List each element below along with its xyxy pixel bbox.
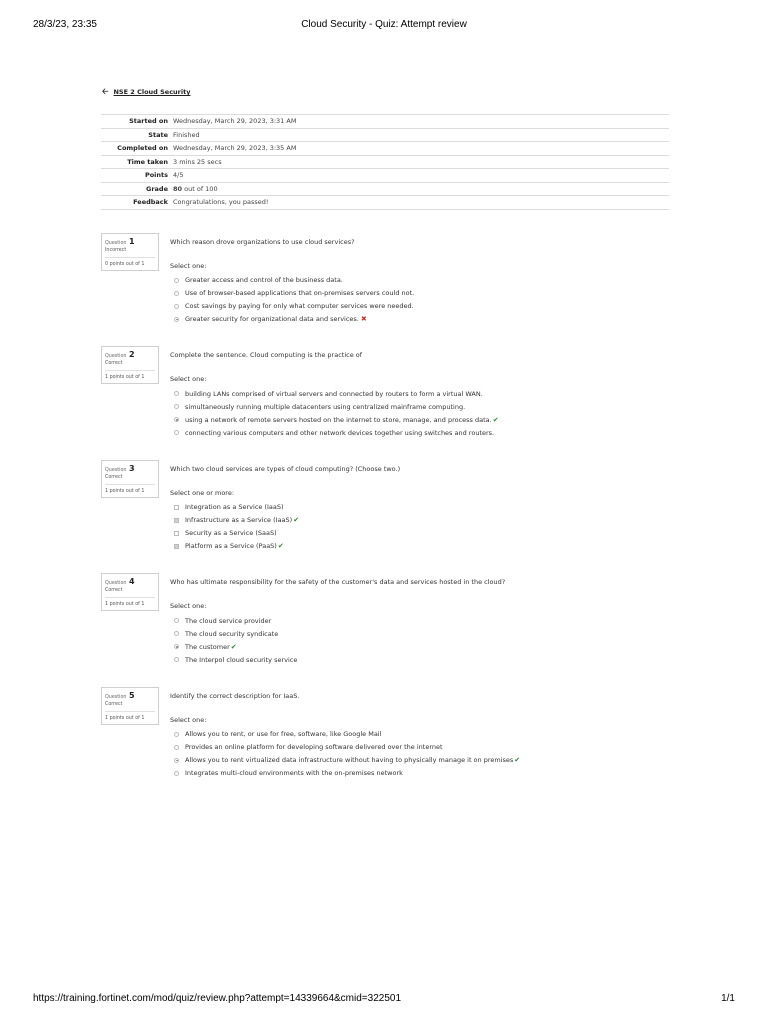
question-prompt: Select one: — [170, 715, 207, 724]
cross-icon: ✖ — [360, 315, 367, 323]
option-label: Platform as a Service (PaaS) — [185, 542, 277, 550]
option-label: Cost savings by paying for only what computer services were needed. — [185, 302, 414, 310]
grade-value: 80 — [173, 184, 183, 193]
question-text: Which reason drove organizations to use cloud services? — [170, 237, 355, 246]
check-icon: ✔ — [293, 516, 300, 524]
print-page-count: 1/1 — [721, 993, 735, 1004]
print-header — [33, 19, 735, 33]
summary-row — [101, 128, 669, 142]
option-label: The customer — [185, 642, 230, 651]
summary-label: Feedback — [133, 198, 168, 207]
back-link-label: NSE 2 Cloud Security — [113, 88, 191, 96]
summary-label: Started on — [129, 117, 168, 126]
answer-option[interactable] — [174, 640, 670, 653]
option-label: Greater access and control of the business data. — [185, 276, 343, 284]
radio-button[interactable] — [174, 404, 179, 409]
question-number-value: 3 — [129, 463, 135, 473]
option-label: Integrates multi-cloud environments with the on-premises network — [185, 769, 403, 777]
summary-label: Points — [144, 171, 168, 180]
question-text: Who has ultimate responsibility for the safety of the customer's data and services hosted in the cloud? — [170, 578, 506, 586]
question-body — [170, 578, 670, 666]
question-label: Question — [105, 240, 127, 246]
question-number — [105, 691, 155, 700]
question-label: Question — [105, 467, 127, 473]
back-link[interactable] — [102, 88, 669, 96]
answer-option[interactable] — [174, 287, 670, 300]
summary-label: Completed on — [117, 144, 168, 153]
check-icon: ✔ — [492, 415, 499, 424]
question-grade: 1 points out of 1 — [105, 370, 155, 380]
question-number-value: 1 — [129, 236, 135, 246]
radio-button[interactable] — [174, 291, 179, 296]
radio-button-selected[interactable] — [174, 644, 179, 649]
question-info — [101, 346, 159, 384]
summary-value: Finished — [173, 130, 200, 139]
quiz-review — [101, 88, 669, 800]
checkbox[interactable] — [174, 531, 179, 536]
summary-row — [101, 182, 669, 196]
option-label: simultaneously running multiple datacenters using centralized mainframe computing. — [185, 402, 466, 411]
radio-button[interactable] — [174, 278, 179, 283]
question-body — [170, 351, 670, 439]
summary-row — [101, 196, 669, 210]
answer-option[interactable] — [174, 514, 670, 527]
radio-button[interactable] — [174, 771, 179, 776]
question-prompt: Select one: — [170, 375, 207, 383]
question-info — [101, 687, 159, 725]
radio-button-selected[interactable] — [174, 417, 179, 422]
answer-option[interactable] — [174, 387, 670, 400]
summary-label: Time taken — [127, 157, 168, 166]
checkbox-checked[interactable] — [174, 544, 179, 549]
grade-suffix: out of 100 — [184, 184, 218, 193]
summary-row — [101, 169, 669, 183]
question-prompt: Select one: — [170, 602, 207, 610]
question-1 — [101, 233, 669, 347]
radio-button[interactable] — [174, 391, 179, 396]
option-label: Allows you to rent virtualized data infrastructure without having to physically manage it on premises — [185, 756, 514, 764]
summary-value: Congratulations, you passed! — [173, 198, 269, 207]
radio-button[interactable] — [174, 618, 179, 623]
option-label: Security as a Service (SaaS) — [185, 529, 277, 537]
radio-button[interactable] — [174, 304, 179, 309]
question-5 — [101, 687, 669, 801]
question-number-value: 5 — [129, 690, 135, 700]
question-4 — [101, 573, 669, 687]
question-prompt: Select one or more: — [170, 488, 235, 497]
check-icon: ✔ — [277, 542, 284, 550]
answer-option[interactable] — [174, 754, 670, 767]
print-date: 28/3/23, 23:35 — [33, 19, 97, 30]
question-info — [101, 233, 159, 271]
answer-option[interactable] — [174, 741, 670, 754]
summary-value: 3 mins 25 secs — [173, 157, 222, 166]
question-state: Correct — [105, 474, 123, 480]
radio-button[interactable] — [174, 745, 179, 750]
question-state: Incorrect — [105, 247, 127, 253]
radio-button[interactable] — [174, 657, 179, 662]
option-label: Allows you to rent, or use for free, software, like Google Mail — [185, 730, 382, 738]
summary-label: State — [148, 130, 168, 139]
answer-option[interactable] — [174, 400, 670, 413]
print-url: https://training.fortinet.com/mod/quiz/review.php?attempt=14339664&cmid=322501 — [33, 993, 402, 1004]
arrow-left-icon: 🡠 — [102, 87, 109, 96]
attempt-summary-table — [101, 114, 669, 210]
question-state: Correct — [105, 588, 123, 593]
option-label: Provides an online platform for developing software delivered over the internet — [185, 743, 443, 751]
print-title: Cloud Security - Quiz: Attempt review — [301, 19, 467, 30]
question-grade: 0 points out of 1 — [105, 257, 155, 267]
option-label: using a network of remote servers hosted on the internet to store, manage, and process data. — [185, 415, 492, 424]
question-state: Correct — [105, 701, 123, 707]
question-number — [105, 350, 155, 359]
question-info — [101, 460, 159, 498]
summary-value: Wednesday, March 29, 2023, 3:35 AM — [173, 144, 297, 153]
option-label: Greater security for organizational data and services. — [185, 315, 359, 323]
question-info — [101, 573, 159, 611]
checkbox-checked[interactable] — [174, 518, 179, 523]
question-number — [105, 577, 155, 586]
question-2 — [101, 346, 669, 460]
question-state: Correct — [105, 361, 123, 366]
radio-button[interactable] — [174, 631, 179, 636]
question-body — [170, 238, 670, 326]
question-grade: 1 points out of 1 — [105, 484, 155, 494]
question-text: Complete the sentence. Cloud computing is the practice of — [170, 351, 363, 359]
summary-value — [173, 182, 669, 196]
answer-option[interactable] — [174, 313, 670, 326]
answer-option[interactable] — [174, 614, 670, 627]
question-label: Question — [105, 694, 127, 700]
question-number — [105, 464, 155, 473]
radio-button[interactable] — [174, 430, 179, 435]
question-prompt: Select one: — [170, 261, 207, 270]
option-label: The cloud security syndicate — [185, 629, 279, 638]
summary-row — [101, 115, 669, 129]
option-label: building LANs comprised of virtual servers and connected by routers to form a virtual WAN. — [185, 389, 483, 398]
answer-option[interactable] — [174, 540, 670, 553]
option-label: Use of browser-based applications that on-premises servers could not. — [185, 289, 415, 297]
answer-option[interactable] — [174, 653, 670, 666]
question-grade: 1 points out of 1 — [105, 597, 155, 607]
question-text: Identify the correct description for IaaS. — [170, 691, 300, 700]
answer-option[interactable] — [174, 426, 670, 439]
check-icon: ✔ — [230, 642, 237, 651]
option-label: The cloud service provider — [185, 616, 272, 625]
print-footer — [33, 993, 735, 1007]
radio-button-selected[interactable] — [174, 758, 179, 763]
question-body — [170, 465, 670, 553]
question-text: Which two cloud services are types of cloud computing? (Choose two.) — [170, 464, 401, 473]
answer-option[interactable] — [174, 728, 670, 741]
option-label: Infrastructure as a Service (IaaS) — [185, 516, 293, 524]
radio-button[interactable] — [174, 732, 179, 737]
question-body — [170, 692, 670, 780]
option-label: Integration as a Service (IaaS) — [185, 503, 284, 511]
answer-option[interactable] — [174, 767, 670, 780]
checkbox[interactable] — [174, 505, 179, 510]
answer-option[interactable] — [174, 300, 670, 313]
question-number — [105, 237, 155, 246]
answer-option[interactable] — [174, 274, 670, 287]
option-label: The Interpol cloud security service — [185, 655, 298, 664]
answer-option[interactable] — [174, 501, 670, 514]
summary-label: Grade — [146, 184, 168, 193]
radio-button-selected[interactable] — [174, 317, 179, 322]
question-3 — [101, 460, 669, 574]
question-number-value: 4 — [129, 577, 135, 586]
answer-option[interactable] — [174, 527, 670, 540]
option-label: connecting various computers and other network devices together using switches and routers. — [185, 428, 495, 437]
answer-option[interactable] — [174, 413, 670, 426]
question-label: Question — [105, 354, 127, 359]
check-icon: ✔ — [514, 756, 521, 764]
question-grade: 1 points out of 1 — [105, 711, 155, 721]
answer-option[interactable] — [174, 627, 670, 640]
summary-row — [101, 142, 669, 156]
summary-value: Wednesday, March 29, 2023, 3:31 AM — [173, 117, 297, 126]
question-number-value: 2 — [129, 350, 135, 359]
summary-value: 4/5 — [173, 171, 184, 180]
question-label: Question — [105, 581, 127, 586]
summary-row — [101, 155, 669, 169]
